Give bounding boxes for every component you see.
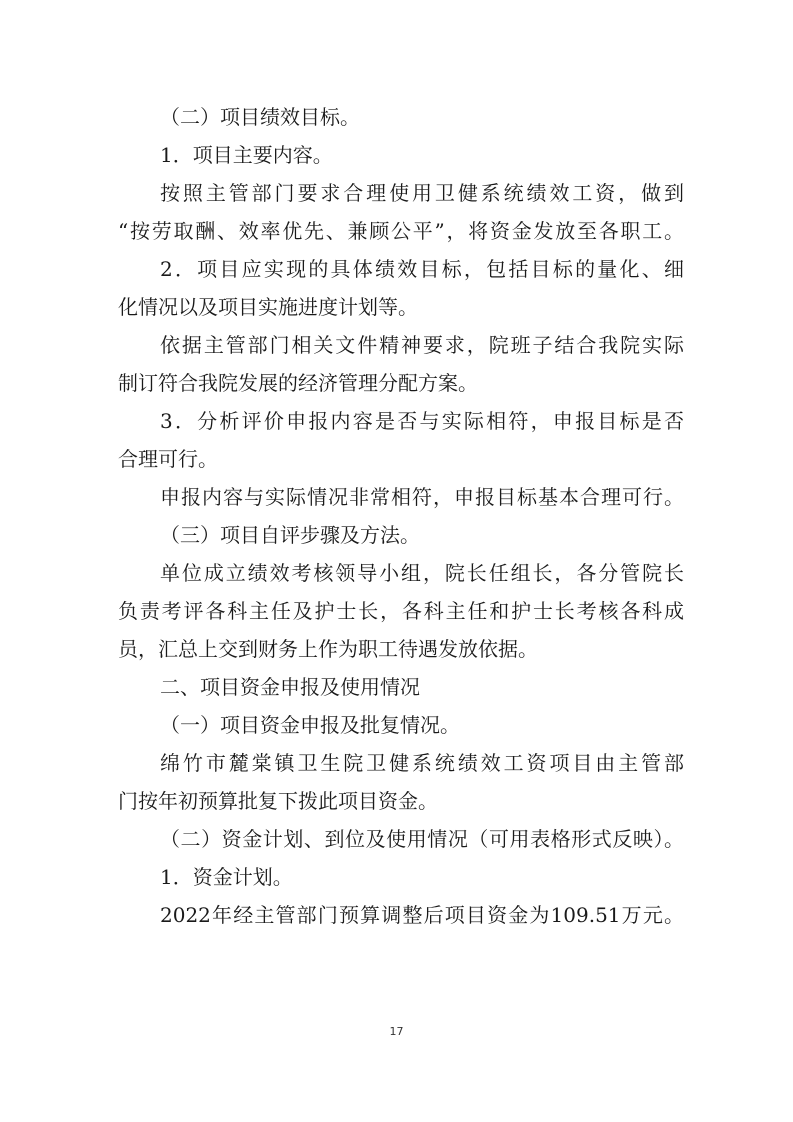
paragraph-line: 依据主管部门相关文件精神要求，院班子结合我院实际 <box>160 333 684 357</box>
paragraph-line: 合理可行。 <box>118 447 218 471</box>
page-number: 17 <box>389 1025 404 1038</box>
paragraph-line: 绵竹市麓棠镇卫生院卫健系统绩效工资项目由主管部 <box>160 751 684 775</box>
item-heading-specific-goals: 2．项目应实现的具体绩效目标，包括目标的量化、细 <box>160 257 684 281</box>
paragraph-line: 2022年经主管部门预算调整后项目资金为109.51万元。 <box>160 903 684 927</box>
subsection-heading-self-evaluation: （三）项目自评步骤及方法。 <box>160 523 420 547</box>
paragraph-line: 申报内容与实际情况非常相符，申报目标基本合理可行。 <box>160 485 684 509</box>
section-heading-funding: 二、项目资金申报及使用情况 <box>160 675 420 699</box>
paragraph-line: 化情况以及项目实施进度计划等。 <box>118 295 418 319</box>
item-heading-main-content: 1．项目主要内容。 <box>160 143 333 167</box>
paragraph-line: 门按年初预算批复下拨此项目资金。 <box>118 789 438 813</box>
item-heading-analysis: 3．分析评价申报内容是否与实际相符，申报目标是否 <box>160 409 684 433</box>
item-heading-funding-plan: 1．资金计划。 <box>160 865 293 889</box>
document-body <box>118 98 684 934</box>
paragraph-line: 单位成立绩效考核领导小组，院长任组长，各分管院长 <box>160 561 684 585</box>
paragraph-line: 按照主管部门要求合理使用卫健系统绩效工资，做到 <box>160 181 684 205</box>
subsection-heading-performance-goals: （二）项目绩效目标。 <box>160 105 360 129</box>
subsection-heading-funding-usage: （二）资金计划、到位及使用情况（可用表格形式反映）。 <box>160 827 684 851</box>
paragraph-line: 制订符合我院发展的经济管理分配方案。 <box>118 371 478 395</box>
paragraph-line: “按劳取酬、效率优先、兼顾公平”，将资金发放至各职工。 <box>118 219 684 243</box>
paragraph-line: 负责考评各科主任及护士长，各科主任和护士长考核各科成 <box>118 599 684 623</box>
subsection-heading-funding-approval: （一）项目资金申报及批复情况。 <box>160 713 460 737</box>
paragraph-line: 员，汇总上交到财务上作为职工待遇发放依据。 <box>118 637 538 661</box>
